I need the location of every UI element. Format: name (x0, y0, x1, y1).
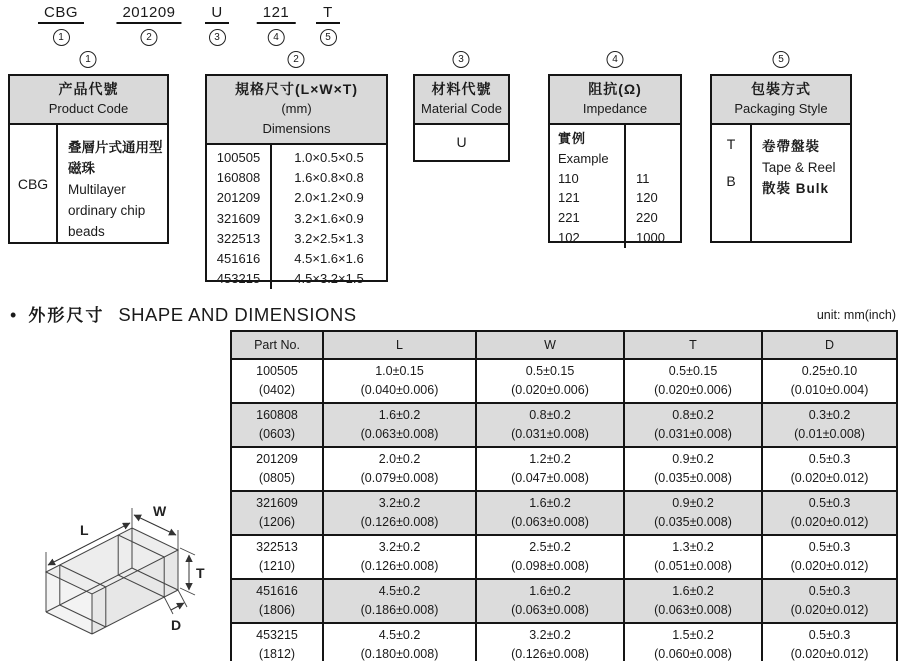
inch-value: (0.020±0.012) (790, 646, 869, 661)
packaging-code-column (712, 125, 752, 241)
mm-value: 1.2±0.2 (529, 452, 571, 466)
w-cell (476, 623, 624, 661)
inch-value: (0.031±0.008) (654, 426, 732, 441)
mm-value: 451616 (256, 584, 298, 598)
mm-value: 1.6±0.2 (378, 408, 421, 422)
part-number-code: CBG (38, 4, 84, 24)
mm-value: 1.6±0.2 (672, 584, 714, 598)
impedance-spacer (636, 149, 680, 169)
dimensions-table (230, 330, 898, 661)
t-cell (624, 447, 762, 491)
w-cell (476, 535, 624, 579)
mm-value: 3.2±0.2 (378, 496, 421, 510)
t-cell (624, 491, 762, 535)
inch-value: (0603) (258, 426, 296, 441)
inch-value: (0.020±0.006) (654, 382, 732, 397)
mm-value: 2.5±0.2 (529, 540, 571, 554)
unit-note: unit: mm(inch) (816, 308, 896, 322)
segment-index-badge: 3 (209, 29, 226, 46)
header-title-zh: 包裝方式 (751, 81, 811, 97)
inch-value: (0.098±0.008) (511, 558, 589, 573)
spec-size-column (272, 145, 386, 289)
mm-value: 0.5±0.3 (808, 452, 851, 466)
part-row (231, 623, 897, 661)
mm-value: 0.9±0.2 (672, 452, 714, 466)
d-cell (762, 403, 897, 447)
mm-value: 0.5±0.3 (808, 540, 851, 554)
section-title-en: SHAPE AND DIMENSIONS (118, 304, 357, 325)
column-header: Part No. (231, 331, 323, 359)
section-heading (10, 301, 357, 326)
impedance-spacer (636, 129, 680, 149)
mm-value: 0.8±0.2 (672, 408, 714, 422)
size-code-box (205, 74, 388, 287)
impedance-value: 220 (636, 210, 658, 226)
mm-value: 0.5±0.15 (668, 364, 718, 378)
packaging-code-b: B (726, 173, 736, 189)
box-index-badge: 3 (453, 51, 470, 68)
box-index-badge: 5 (773, 51, 790, 68)
mm-value: 0.5±0.3 (808, 496, 851, 510)
mm-value: 1.6±0.2 (529, 496, 571, 510)
spec-code: 451616 (216, 251, 261, 267)
part-number-code: T (316, 4, 340, 24)
dimension-label-d: D (171, 617, 182, 633)
bullet-icon: • (10, 305, 17, 325)
part-number-segment-packaging (316, 4, 340, 46)
mm-value: 453215 (256, 628, 298, 642)
inch-value: (0.020±0.012) (790, 470, 869, 485)
description-zh: 叠層片式通用型磁珠 (68, 140, 163, 176)
inch-value: (0.047±0.008) (511, 470, 589, 485)
dimension-label-l: L (80, 522, 89, 538)
chip-shape-diagram (10, 482, 222, 660)
mm-value: 0.25±0.10 (801, 364, 858, 378)
inch-value: (0.020±0.012) (790, 514, 869, 529)
spec-code: 322513 (216, 230, 261, 246)
section-title-zh: 外形尺寸 (28, 306, 105, 325)
l-cell (323, 623, 476, 661)
part-no-cell (231, 623, 323, 661)
header-title-en: Packaging Style (734, 101, 828, 116)
inch-value: (0.01±0.008) (794, 426, 865, 441)
spec-code: 321609 (216, 210, 261, 226)
box-index-badge: 4 (607, 51, 624, 68)
part-number-code: U (205, 4, 229, 24)
mm-value: 0.9±0.2 (672, 496, 714, 510)
part-number-code: 201209 (116, 4, 181, 24)
packaging-desc-t-zh: 卷帶盤裝 (762, 139, 820, 154)
spec-code-column (207, 145, 272, 289)
inch-value: (0805) (258, 470, 296, 485)
table-header-row (231, 331, 897, 359)
inch-value: (0.063±0.008) (511, 602, 589, 617)
impedance-value: 120 (636, 190, 658, 206)
part-row (231, 579, 897, 623)
l-cell (323, 359, 476, 403)
impedance-example-label-zh: 實例 (558, 131, 587, 146)
mm-value: 2.0±0.2 (378, 452, 421, 466)
mm-value: 201209 (256, 452, 298, 466)
d-cell (762, 359, 897, 403)
l-cell (323, 535, 476, 579)
dimensions-table-body (231, 359, 897, 661)
material-code-header (415, 76, 508, 125)
mm-value: 0.5±0.3 (808, 628, 851, 642)
spec-code: 160808 (216, 170, 261, 186)
w-cell (476, 359, 624, 403)
product-code-description (58, 125, 167, 242)
spec-code: 453215 (216, 271, 261, 287)
mm-value: 100505 (256, 364, 298, 378)
impedance-code-column (550, 125, 626, 248)
spec-size: 2.0×1.2×0.9 (294, 190, 364, 206)
inch-value: (0.063±0.008) (654, 602, 732, 617)
w-cell (476, 403, 624, 447)
packaging-desc-b: 散裝 Bulk (762, 181, 830, 196)
d-cell (762, 579, 897, 623)
material-code-value: U (456, 134, 467, 150)
inch-value: (0.186±0.008) (360, 602, 439, 617)
packaging-box (710, 74, 852, 243)
mm-value: 0.3±0.2 (808, 408, 851, 422)
mm-value: 160808 (256, 408, 298, 422)
mm-value: 1.6±0.2 (529, 584, 571, 598)
mm-value: 1.0±0.15 (375, 364, 424, 378)
l-cell (323, 491, 476, 535)
part-no-cell (231, 491, 323, 535)
impedance-code: 102 (558, 229, 580, 245)
mm-value: 0.8±0.2 (529, 408, 571, 422)
mm-value: 4.5±0.2 (378, 628, 421, 642)
dimension-label-w: W (153, 503, 167, 519)
inch-value: (0.040±0.006) (360, 382, 439, 397)
column-header: D (762, 331, 897, 359)
part-no-cell (231, 359, 323, 403)
inch-value: (0.020±0.012) (790, 602, 869, 617)
header-title-zh: 阻抗(Ω) (588, 81, 642, 97)
part-row (231, 491, 897, 535)
mm-value: 3.2±0.2 (378, 540, 421, 554)
inch-value: (1812) (258, 646, 296, 661)
w-cell (476, 491, 624, 535)
inch-value: (0.126±0.008) (360, 514, 439, 529)
inch-value: (1210) (258, 558, 296, 573)
header-subtitle: (mm) (281, 101, 312, 116)
impedance-box (548, 74, 682, 243)
header-title-en: Impedance (582, 101, 648, 116)
column-header: T (624, 331, 762, 359)
spec-size: 1.6×0.8×0.8 (294, 170, 364, 186)
mm-value: 1.5±0.2 (672, 628, 714, 642)
spec-size: 3.2×2.5×1.3 (294, 230, 364, 246)
d-cell (762, 535, 897, 579)
mm-value: 322513 (256, 540, 298, 554)
impedance-example-label-en: Example (558, 150, 609, 166)
part-row (231, 447, 897, 491)
w-cell (476, 447, 624, 491)
spec-size: 1.0×0.5×0.5 (294, 150, 364, 165)
t-cell (624, 579, 762, 623)
inch-value: (0402) (258, 382, 296, 397)
header-title-en: Product Code (48, 101, 129, 116)
mm-value: 321609 (256, 496, 298, 510)
header-title-zh: 产品代號 (58, 81, 119, 97)
inch-value: (1206) (258, 514, 296, 529)
segment-index-badge: 5 (320, 29, 337, 46)
inch-value: (0.020±0.012) (790, 558, 869, 573)
inch-value: (0.063±0.008) (360, 426, 439, 441)
part-no-cell (231, 403, 323, 447)
spec-size: 4.5×3.2×1.5 (294, 271, 364, 287)
inch-value: (0.051±0.008) (654, 558, 732, 573)
part-number-segment-material (205, 4, 229, 46)
impedance-code: 110 (558, 170, 579, 186)
impedance-header (550, 76, 680, 125)
header-title-zh: 規格尺寸(L×W×T) (235, 81, 358, 97)
inch-value: (0.010±0.004) (790, 382, 869, 397)
product-code-body (10, 125, 167, 242)
inch-value: (0.063±0.008) (511, 514, 589, 529)
d-cell (762, 491, 897, 535)
impedance-code: 221 (558, 210, 580, 226)
segment-index-badge: 4 (268, 29, 285, 46)
d-cell (762, 623, 897, 661)
part-row (231, 535, 897, 579)
column-header: L (323, 331, 476, 359)
d-cell (762, 447, 897, 491)
spec-size: 3.2×1.6×0.9 (294, 210, 364, 226)
t-cell (624, 359, 762, 403)
material-code-box (413, 74, 510, 162)
product-code-header (10, 76, 167, 125)
packaging-header (712, 76, 850, 125)
t-cell (624, 535, 762, 579)
part-number-segment-size (116, 4, 181, 46)
impedance-body (550, 125, 680, 248)
mm-value: 4.5±0.2 (378, 584, 421, 598)
box-index-badge: 2 (288, 51, 305, 68)
description-en: Multilayer ordinary chip beads (68, 182, 146, 239)
impedance-value: 1000 (636, 229, 665, 245)
product-code-value: CBG (10, 125, 58, 242)
spec-code: 201209 (216, 190, 261, 206)
part-row (231, 359, 897, 403)
dimension-label-t: T (196, 565, 205, 581)
packaging-body (712, 125, 850, 241)
mm-value: 0.5±0.3 (808, 584, 851, 598)
inch-value: (0.079±0.008) (360, 470, 439, 485)
part-no-cell (231, 447, 323, 491)
segment-index-badge: 1 (52, 29, 69, 46)
part-row (231, 403, 897, 447)
inch-value: (0.020±0.006) (511, 382, 589, 397)
mm-value: 1.3±0.2 (672, 540, 714, 554)
part-number-segment-product (38, 4, 84, 46)
impedance-value-column (626, 125, 680, 248)
mm-value: 0.5±0.15 (525, 364, 575, 378)
size-code-header (207, 76, 386, 145)
spec-size: 4.5×1.6×1.6 (294, 251, 364, 267)
header-title-en: Material Code (421, 101, 502, 116)
spec-code: 100505 (216, 150, 261, 165)
product-code-box (8, 74, 169, 244)
mm-value: 3.2±0.2 (529, 628, 571, 642)
box-index-badge: 1 (80, 51, 97, 68)
part-number-segment-impedance (257, 4, 296, 46)
packaging-desc-t-en: Tape & Reel (762, 160, 836, 175)
inch-value: (0.035±0.008) (654, 514, 732, 529)
impedance-value: 11 (636, 170, 650, 186)
column-header: W (476, 331, 624, 359)
w-cell (476, 579, 624, 623)
segment-index-badge: 2 (141, 29, 158, 46)
impedance-code: 121 (558, 190, 580, 206)
inch-value: (0.126±0.008) (360, 558, 439, 573)
header-title-en: Dimensions (262, 121, 331, 136)
inch-value: (1806) (258, 602, 296, 617)
part-no-cell (231, 535, 323, 579)
inch-value: (0.126±0.008) (511, 646, 589, 661)
l-cell (323, 403, 476, 447)
inch-value: (0.035±0.008) (654, 470, 732, 485)
inch-value: (0.031±0.008) (511, 426, 589, 441)
inch-value: (0.060±0.008) (654, 646, 732, 661)
header-title-zh: 材料代號 (431, 81, 492, 97)
inch-value: (0.180±0.008) (360, 646, 439, 661)
size-code-body (207, 145, 386, 289)
l-cell (323, 579, 476, 623)
packaging-code-t: T (726, 136, 736, 152)
l-cell (323, 447, 476, 491)
packaging-desc-column (752, 125, 850, 241)
t-cell (624, 623, 762, 661)
part-number-code: 121 (257, 4, 296, 24)
part-no-cell (231, 579, 323, 623)
t-cell (624, 403, 762, 447)
